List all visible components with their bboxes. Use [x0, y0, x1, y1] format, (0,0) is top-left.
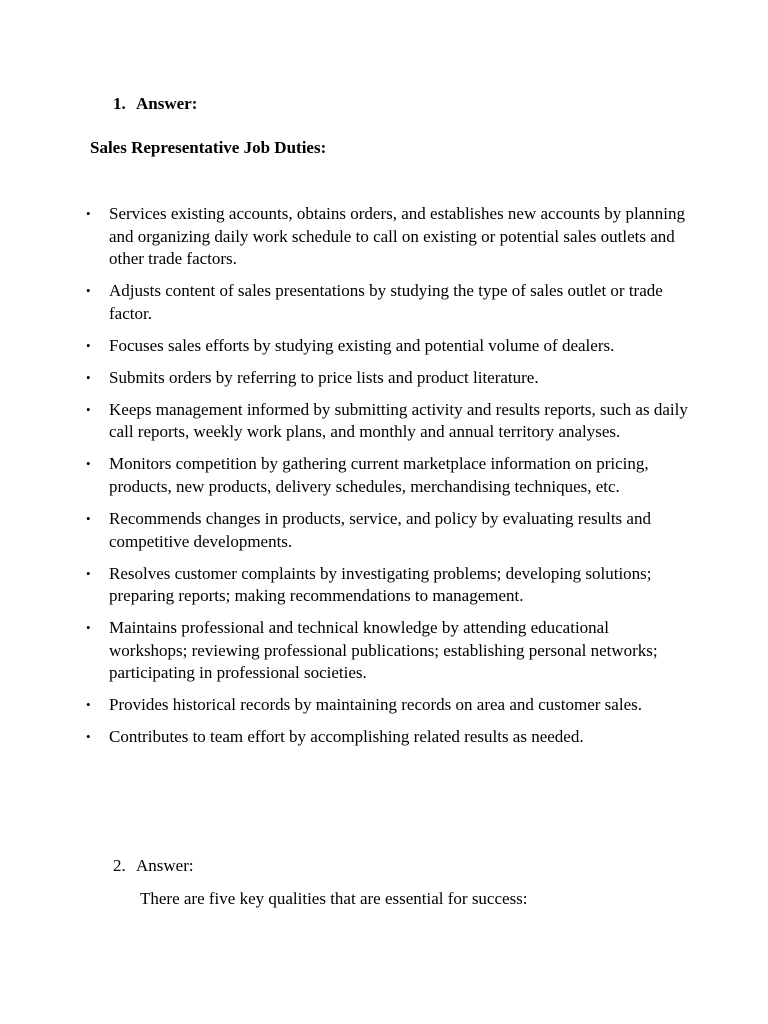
section-title: Sales Representative Job Duties: [90, 138, 327, 157]
duty-text: Maintains professional and technical knowledge by attending educational workshops; reviewing professional publications; establishing personal networks; participating in professional societies. [109, 618, 658, 683]
duty-text: Submits orders by referring to price lists and product literature. [109, 367, 539, 387]
bullet-icon: • [86, 206, 91, 221]
bullet-icon: • [86, 283, 91, 299]
duty-text: Resolves customer complaints by investigating problems; developing solutions; preparing reports; making recommendations to management. [109, 563, 652, 606]
question-one-heading [113, 94, 197, 114]
duty-text: Monitors competition by gathering current marketplace information on pricing, products, new products, delivery schedules, merchandising techniques, etc. [109, 454, 649, 496]
bullet-icon: • [86, 729, 91, 745]
duty-item [0, 694, 689, 717]
duty-text: Provides historical records by maintaining records on area and customer sales. [109, 695, 642, 715]
duty-text: Services existing accounts, obtains orders, and establishes new accounts by planning and organizing daily work schedule to call on existing or potential sales outlets and other trade factors. [109, 204, 685, 268]
question-two-heading [113, 856, 194, 876]
bullet-icon: • [86, 456, 91, 472]
duty-text: Recommends changes in products, service, and policy by evaluating results and competitive developments. [109, 509, 651, 551]
bullet-icon: • [86, 697, 91, 713]
question-two-number: 2. [113, 856, 126, 875]
bullet-icon: • [86, 620, 91, 636]
bullet-icon: • [86, 337, 91, 353]
duty-text: Keeps management informed by submitting activity and results reports, such as daily call reports, weekly work plans, and monthly and annual territory analyses. [109, 399, 688, 442]
bullet-icon: • [86, 565, 91, 581]
bullet-icon: • [86, 369, 91, 385]
duty-item [0, 399, 689, 444]
question-two-label: Answer: [136, 856, 194, 875]
question-two-intro: There are five key qualities that are essential for success: [140, 889, 528, 908]
duty-item [0, 617, 689, 685]
duty-text: Focuses sales efforts by studying existing and potential volume of dealers. [109, 335, 615, 355]
duty-item [0, 203, 689, 271]
duty-item [0, 563, 689, 608]
duties-list [0, 203, 768, 759]
duty-item [0, 280, 689, 325]
duty-text: Contributes to team effort by accomplishing related results as needed. [109, 727, 584, 747]
bullet-icon: • [86, 401, 91, 417]
duty-item [0, 508, 689, 553]
duty-text: Adjusts content of sales presentations by studying the type of sales outlet or trade factor. [109, 281, 663, 323]
duty-item [0, 726, 689, 749]
question-one-number: 1. [113, 94, 126, 113]
duty-item [0, 335, 689, 358]
bullet-icon: • [86, 511, 91, 527]
duty-item [0, 453, 689, 498]
question-one-label: Answer: [136, 94, 198, 113]
duty-item [0, 367, 689, 390]
